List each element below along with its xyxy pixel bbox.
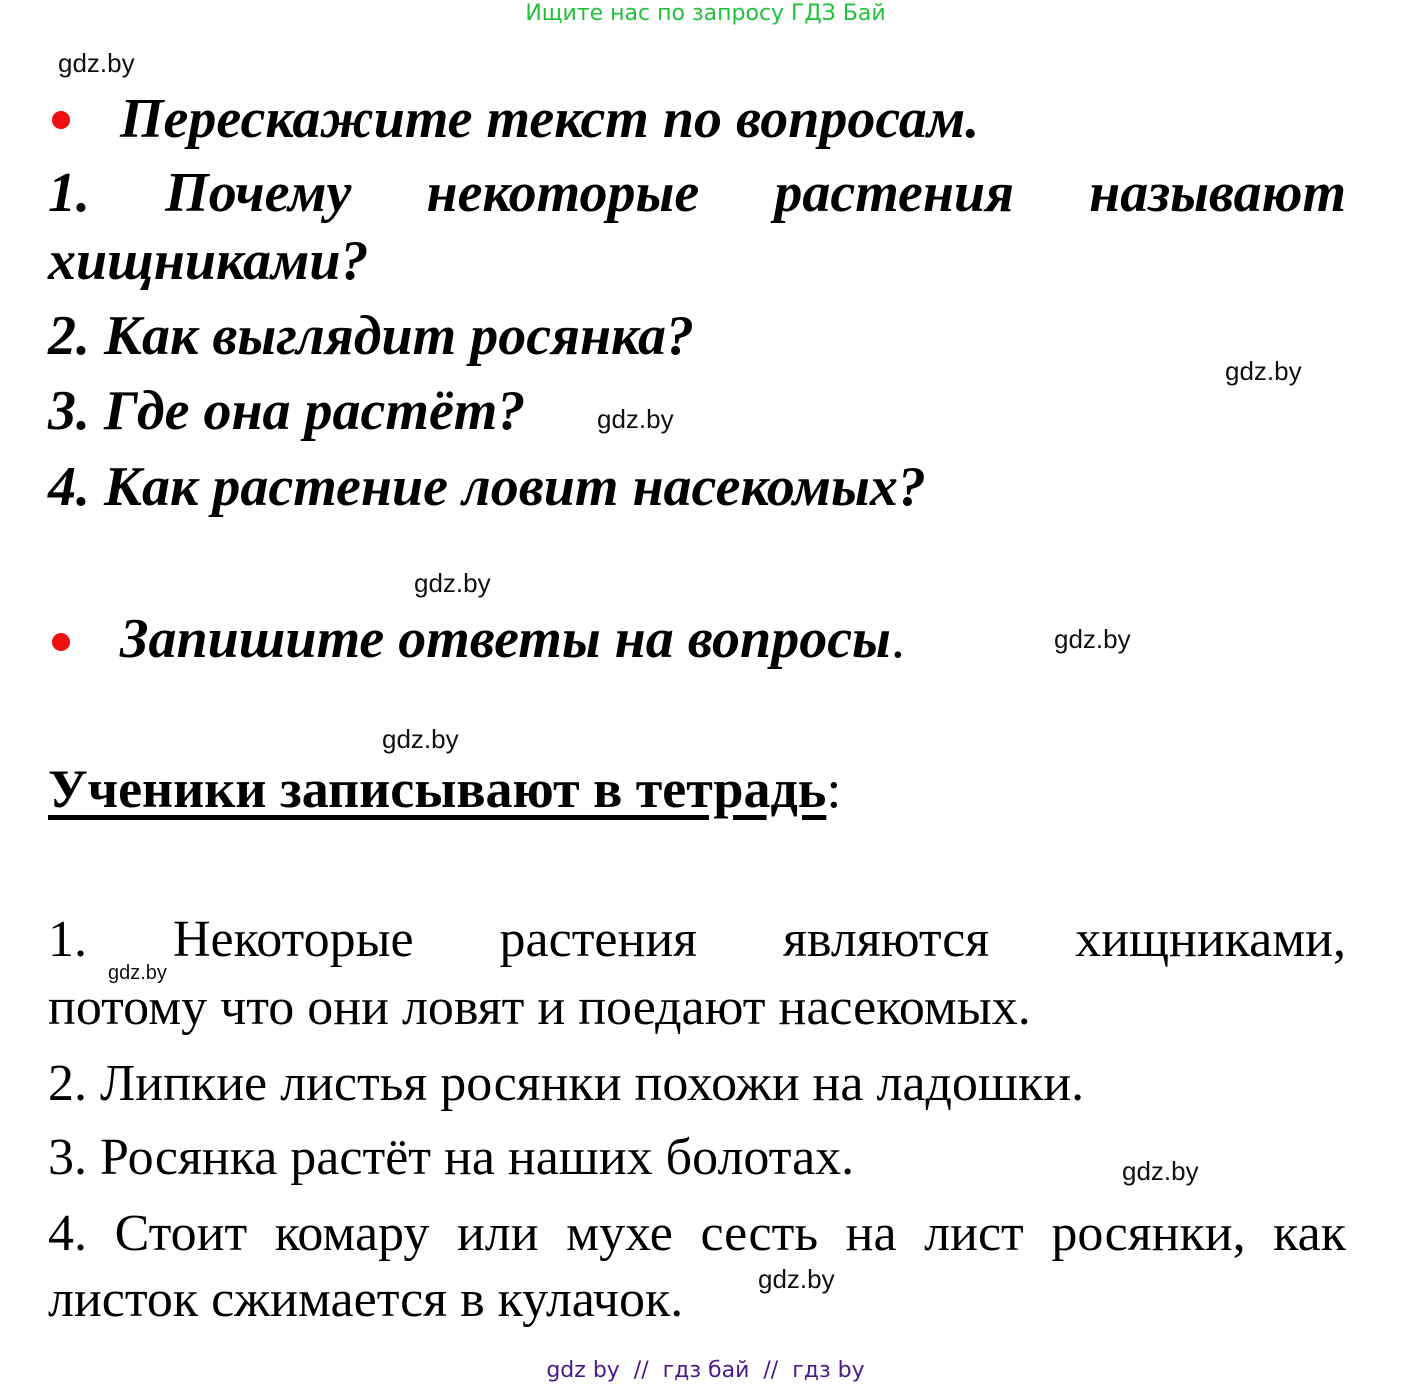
bullet-icon — [52, 633, 70, 651]
answer-4-line2: листок сжимается в кулачок. — [48, 1271, 684, 1328]
question-4: 4. Как растение ловит насекомых? — [48, 456, 926, 518]
answer-4-line1: 4. Стоит комару или мухе сесть на лист росянки, как — [48, 1205, 1346, 1262]
watermark: gdz.by — [1054, 624, 1131, 654]
answer-1-line1: 1. Некоторые растения являются хищниками, — [48, 911, 1346, 968]
watermark: gdz.by — [414, 568, 491, 598]
answer-3: 3. Росянка растёт на наших болотах. — [48, 1129, 855, 1186]
notebook-heading: Ученики записывают в тетрадь: — [48, 759, 842, 819]
answer-1-line2: потому что они ловят и поедают насекомых. — [48, 979, 1031, 1036]
question-1-line1: 1. Почему некоторые растения называют — [48, 162, 1346, 224]
footer-links: gdz by // гдз бай // гдз by — [546, 1358, 865, 1383]
watermark: gdz.by — [58, 48, 135, 78]
bullet-icon — [52, 111, 70, 129]
task2-title: Запишите ответы на вопросы. — [120, 608, 905, 670]
question-1-line2: хищниками? — [48, 230, 369, 292]
watermark: gdz.by — [758, 1264, 835, 1294]
question-3: 3. Где она растёт? — [48, 380, 526, 442]
task1-title: Перескажите текст по вопросам. — [120, 88, 980, 150]
watermark: gdz.by — [1122, 1156, 1199, 1186]
question-2: 2. Как выглядит росянка? — [48, 305, 695, 367]
top-banner: Ищите нас по запросу ГДЗ Бай — [525, 1, 886, 26]
watermark: gdz.by — [597, 404, 674, 434]
answer-2: 2. Липкие листья росянки похожи на ладошки. — [48, 1055, 1085, 1112]
watermark: gdz.by — [108, 962, 167, 984]
watermark: gdz.by — [1225, 356, 1302, 386]
watermark: gdz.by — [382, 724, 459, 754]
